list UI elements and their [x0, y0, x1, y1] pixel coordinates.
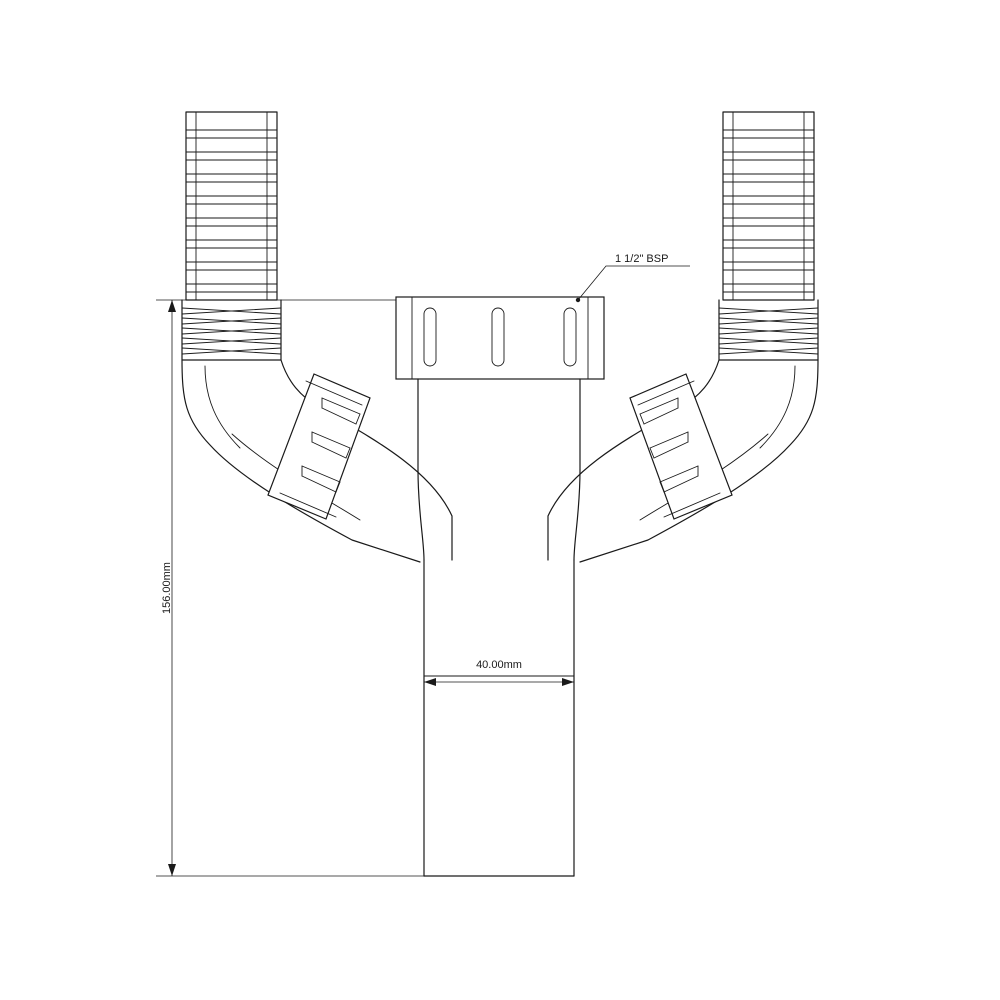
- left-threaded-collar: [182, 300, 281, 360]
- right-hose-tail: [723, 112, 814, 300]
- center-bsp-connector: [396, 297, 604, 470]
- right-threaded-collar: [719, 300, 818, 360]
- bsp-thread-callout: [576, 253, 690, 302]
- outlet-pipe: [418, 470, 580, 876]
- width-dimension: [424, 659, 574, 690]
- width-dimension-label: 40.00mm: [476, 659, 522, 671]
- left-hose-tail: [186, 112, 277, 300]
- height-dimension: [156, 300, 424, 876]
- right-compression-nut: [630, 374, 732, 519]
- left-compression-nut: [268, 374, 370, 519]
- bsp-thread-callout-label: 1 1/2" BSP: [615, 253, 669, 265]
- height-dimension-label: 156.00mm: [161, 562, 173, 614]
